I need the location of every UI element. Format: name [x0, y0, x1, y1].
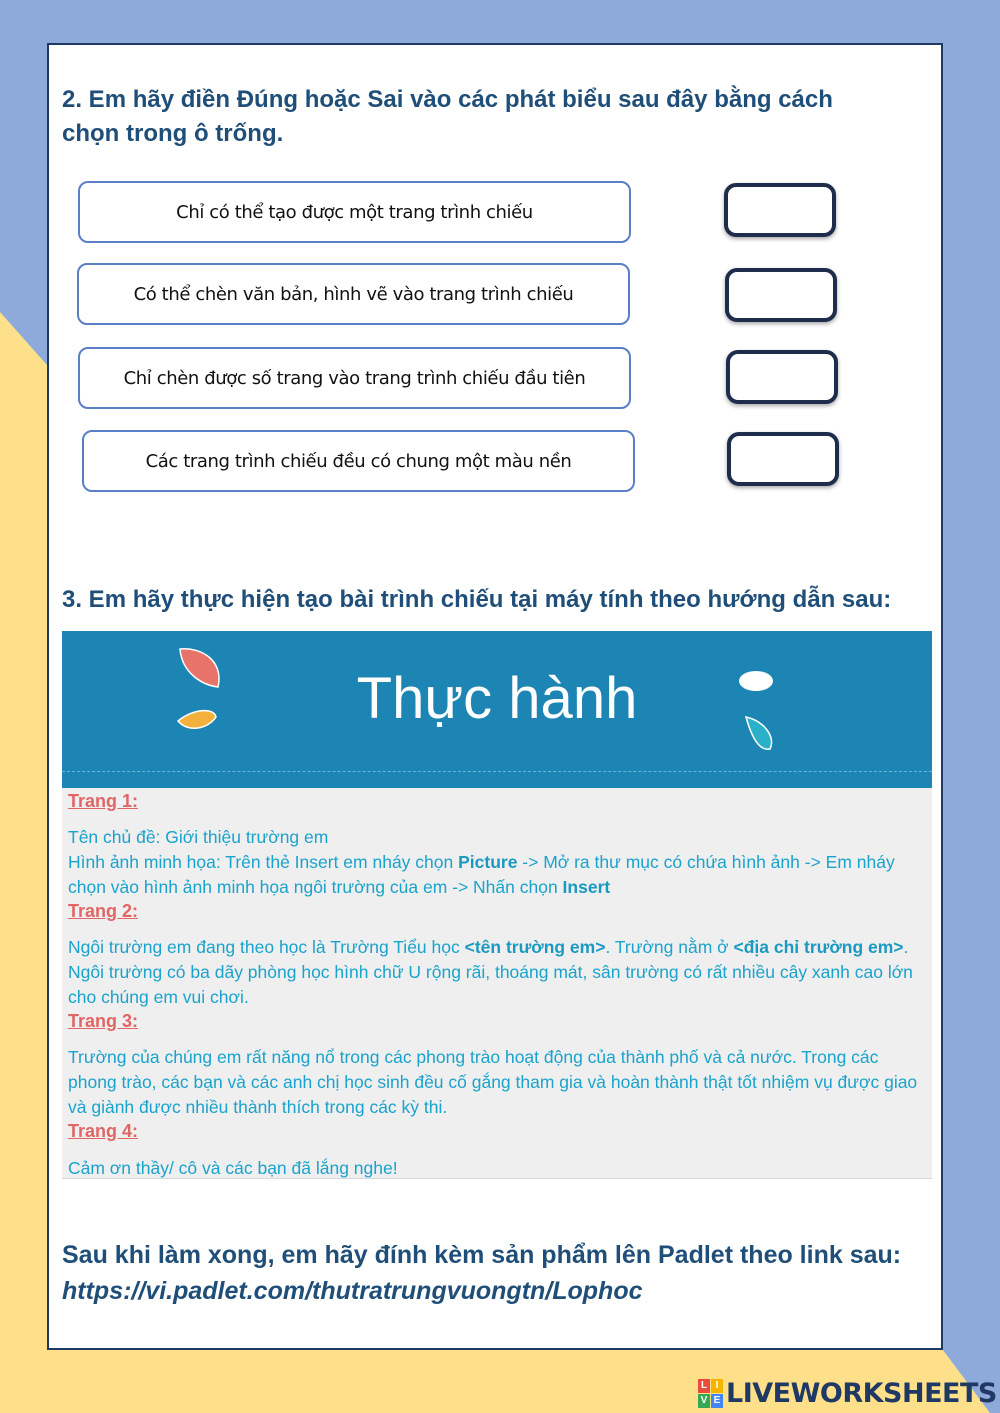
statement-1: Chỉ có thể tạo được một trang trình chiếu	[78, 181, 631, 243]
liveworksheets-wordmark: LIVEWORKSHEETS	[726, 1377, 997, 1409]
slide-1-text: Tên chủ đề: Giới thiệu trường em Hình ảnh minh họa: Trên thẻ Insert em nháy chọn Picture -> Mở ra thư mục có chứa hình ảnh -> Em nháy chọn vào hình ảnh minh họa ngôi trường của em -> Nhấn chọn Insert	[68, 827, 895, 897]
question-2-title-line-1: 2. Em hãy điền Đúng hoặc Sai vào các phát biểu sau đây bằng cách	[62, 86, 833, 113]
instructions-panel	[62, 788, 932, 1179]
liveworksheets-logo-icon: L I V E	[698, 1379, 723, 1408]
statement-2: Có thể chèn văn bản, hình vẽ vào trang trình chiếu	[77, 263, 630, 325]
slide-2-label: Trang 2:	[68, 901, 139, 921]
question-2-title-line-2: chọn trong ô trống.	[62, 120, 284, 147]
question-3-title: 3. Em hãy thực hiện tạo bài trình chiếu tại máy tính theo hướng dẫn sau:	[62, 586, 892, 613]
answer-box-3[interactable]	[726, 350, 838, 404]
worksheet-page	[47, 43, 943, 1350]
answer-box-1[interactable]	[724, 183, 836, 237]
question-2-title	[62, 83, 833, 151]
banner-title: Thực hành	[356, 666, 638, 731]
slide-4-text: Cảm ơn thầy/ cô và các bạn đã lắng nghe!	[68, 1158, 398, 1178]
padlet-link[interactable]: https://vi.padlet.com/thutratrungvuongtn/Lophoc	[62, 1277, 643, 1305]
slide-3-text: Trường của chúng em rất năng nổ trong các phong trào hoạt động của thành phố và cả nước. Trong các phong trào, các bạn và các anh chị học sinh đều cố gắng tham gia và hoàn thành thật tốt nhiệm vụ được giao và giành được nhiều thành thích trong các kỳ thi.	[68, 1047, 918, 1117]
submission-instruction: Sau khi làm xong, em hãy đính kèm sản phẩm lên Padlet theo link sau:	[62, 1241, 902, 1269]
liveworksheets-brand[interactable]	[698, 1376, 997, 1410]
slide-3-label: Trang 3:	[68, 1011, 139, 1031]
answer-box-4[interactable]	[727, 432, 839, 486]
answer-box-2[interactable]	[725, 268, 837, 322]
slide-4-label: Trang 4:	[68, 1121, 139, 1141]
slide-2-text: Ngôi trường em đang theo học là Trường Tiểu học <tên trường em>. Trường nằm ở <địa chỉ trường em>. Ngôi trường có ba dãy phòng học hình chữ U rộng rãi, thoáng mát, sân trường có rất nhiều cây xanh cao lớn cho chúng em vui chơi.	[68, 937, 913, 1007]
practice-banner	[62, 631, 932, 788]
banner-divider	[62, 771, 932, 772]
slide-1-label: Trang 1:	[68, 791, 139, 811]
statement-3: Chỉ chèn được số trang vào trang trình chiếu đầu tiên	[78, 347, 631, 409]
statement-4: Các trang trình chiếu đều có chung một màu nền	[82, 430, 635, 492]
